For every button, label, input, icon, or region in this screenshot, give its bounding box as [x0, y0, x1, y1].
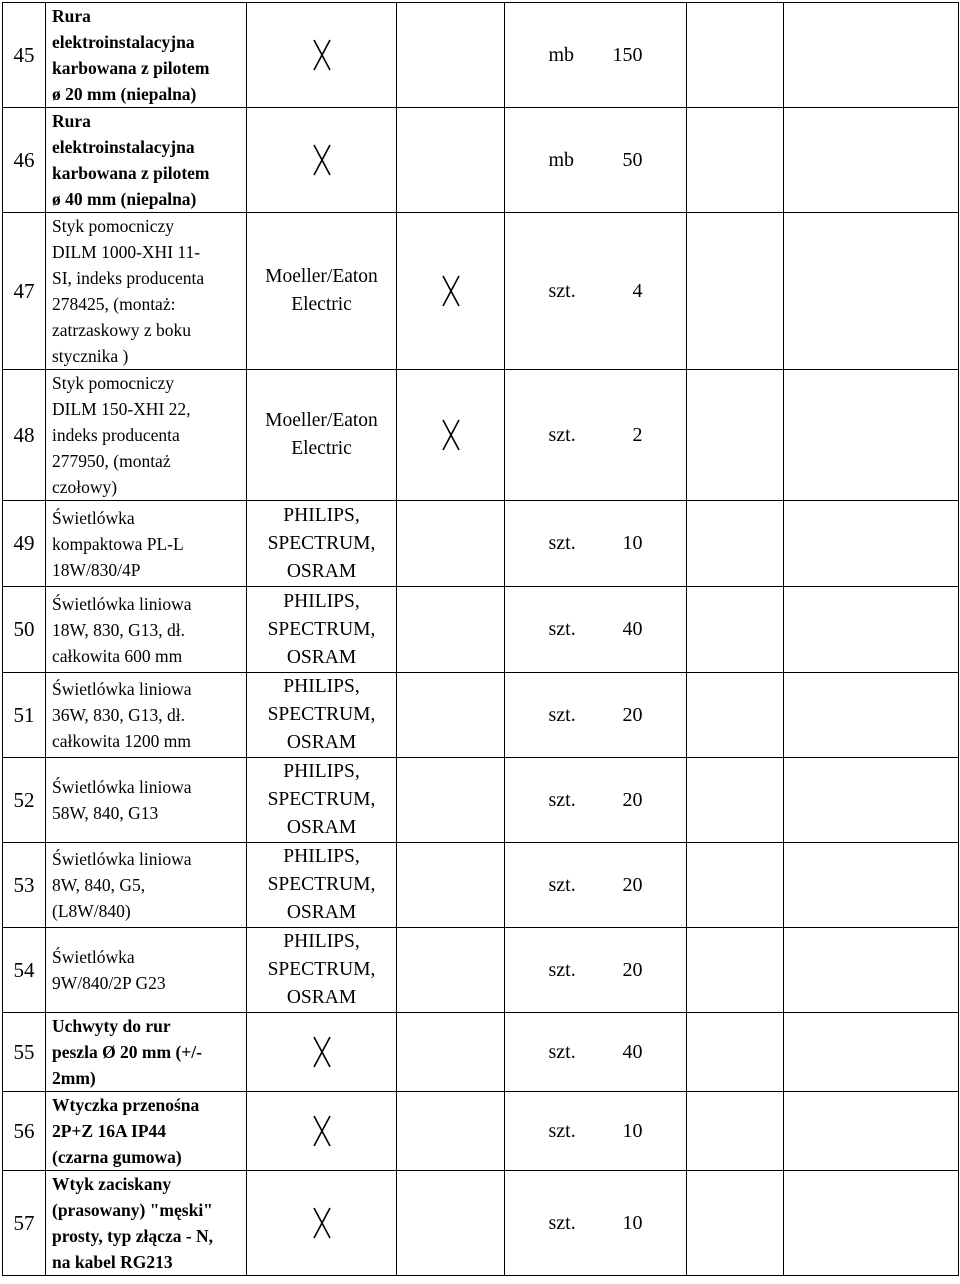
manufacturer-line: PHILIPS, [283, 590, 360, 612]
unit: szt. [548, 958, 576, 981]
manufacturer-cell [247, 501, 397, 587]
description-line: kompaktowa PL-L [52, 533, 184, 554]
item-description [46, 108, 247, 213]
table-row [3, 213, 959, 370]
table-row [3, 587, 959, 673]
unit: szt. [548, 532, 576, 554]
description-line: czołowy) [52, 477, 118, 497]
unit-quantity-cell [505, 213, 687, 370]
row-number: 53 [3, 843, 46, 928]
total-value-cell [784, 758, 959, 843]
description-line: 9W/840/2P G23 [52, 973, 166, 993]
manufacturer-line: Moeller/Eaton [265, 410, 378, 431]
unit-price-cell [687, 587, 784, 673]
manufacturer-line: OSRAM [286, 560, 357, 582]
description-line: 18W/830/4P [52, 559, 141, 580]
description-line: 18W, 830, G13, dł. [52, 619, 186, 640]
offered-product-cell [397, 213, 505, 370]
manufacturer-cell [247, 370, 397, 501]
unit: szt. [548, 1040, 576, 1063]
description-line: Świetlówka liniowa [52, 849, 192, 869]
description-line: Rura [52, 6, 91, 26]
total-value-cell [784, 501, 959, 587]
manufacturer-cell [247, 758, 397, 843]
offered-product-cell [397, 928, 505, 1013]
description-line: karbowana z pilotem [52, 58, 210, 78]
description-line: 2mm) [52, 1068, 96, 1088]
description-line: (prasowany) "męski" [52, 1200, 213, 1220]
manufacturer-line: PHILIPS, [283, 846, 360, 867]
quantity: 150 [612, 43, 643, 66]
unit-price-cell [687, 108, 784, 213]
unit: szt. [548, 279, 576, 302]
item-description [46, 213, 247, 370]
unit-quantity-cell [505, 928, 687, 1013]
unit-price-cell [687, 1092, 784, 1171]
item-description [46, 1171, 247, 1276]
total-value-cell [784, 1171, 959, 1276]
unit-quantity-cell [505, 587, 687, 673]
manufacturer-line: OSRAM [286, 646, 357, 668]
manufacturer-cell [247, 1092, 397, 1171]
description-line: ø 40 mm (niepalna) [52, 189, 197, 209]
x-mark-icon [312, 143, 332, 177]
description-line: Styk pomocniczy [52, 216, 174, 236]
manufacturer-line: SPECTRUM, [267, 789, 376, 810]
item-description [46, 370, 247, 501]
unit-quantity-cell [505, 108, 687, 213]
unit-quantity-cell [505, 1013, 687, 1092]
unit-price-cell [687, 3, 784, 108]
description-line: peszla Ø 20 mm (+/- [52, 1042, 202, 1062]
row-number: 55 [3, 1013, 46, 1092]
unit: szt. [548, 1119, 576, 1142]
manufacturer-line: SPECTRUM, [267, 704, 376, 725]
description-line: 8W, 840, G5, [52, 875, 146, 895]
unit: szt. [548, 703, 576, 726]
description-line: Świetlówka [52, 947, 135, 967]
row-number: 49 [3, 501, 46, 587]
description-line: prosty, typ złącza - N, [52, 1226, 214, 1246]
quantity: 2 [632, 423, 643, 446]
total-value-cell [784, 213, 959, 370]
unit-quantity-cell [505, 370, 687, 501]
item-description [46, 673, 247, 758]
unit: szt. [548, 873, 576, 896]
manufacturer-line: PHILIPS, [283, 931, 360, 952]
item-description [46, 501, 247, 587]
description-line: 277950, (montaż [52, 451, 171, 471]
description-line: 2P+Z 16A IP44 [52, 1121, 167, 1141]
table-row [3, 673, 959, 758]
total-value-cell [784, 928, 959, 1013]
description-line: (L8W/840) [52, 901, 131, 921]
row-number: 57 [3, 1171, 46, 1276]
unit: szt. [548, 1211, 576, 1234]
description-line: (czarna gumowa) [52, 1147, 182, 1167]
table-row [3, 758, 959, 843]
quantity: 10 [622, 1211, 643, 1234]
description-line: Styk pomocniczy [52, 373, 174, 393]
total-value-cell [784, 587, 959, 673]
quantity: 50 [622, 148, 643, 171]
unit-price-cell [687, 1171, 784, 1276]
offered-product-cell [397, 673, 505, 758]
description-line: DILM 150-XHI 22, [52, 399, 191, 419]
item-description [46, 3, 247, 108]
description-line: 278425, (montaż: [52, 294, 176, 314]
description-line: ø 20 mm (niepalna) [52, 84, 197, 104]
unit-quantity-cell [505, 843, 687, 928]
description-line: DILM 1000-XHI 11- [52, 242, 201, 262]
total-value-cell [784, 843, 959, 928]
offered-product-cell [397, 108, 505, 213]
table-row [3, 843, 959, 928]
description-line: Świetlówka [52, 507, 135, 528]
offered-product-cell [397, 758, 505, 843]
x-mark-icon [312, 1035, 332, 1069]
total-value-cell [784, 370, 959, 501]
row-number: 46 [3, 108, 46, 213]
description-line: elektroinstalacyjna [52, 32, 195, 52]
table-row [3, 370, 959, 501]
row-number: 45 [3, 3, 46, 108]
quantity: 20 [622, 703, 643, 726]
manufacturer-cell [247, 673, 397, 758]
offered-product-cell [397, 587, 505, 673]
table-row [3, 3, 959, 108]
quantity: 10 [622, 532, 643, 554]
row-number: 50 [3, 587, 46, 673]
row-number: 47 [3, 213, 46, 370]
offered-product-cell [397, 3, 505, 108]
description-line: Rura [52, 111, 91, 131]
item-description [46, 758, 247, 843]
description-line: elektroinstalacyjna [52, 137, 195, 157]
description-line: 36W, 830, G13, dł. [52, 705, 186, 725]
unit-price-cell [687, 758, 784, 843]
unit: szt. [548, 423, 576, 446]
manufacturer-cell [247, 213, 397, 370]
description-line: całkowita 600 mm [52, 645, 183, 666]
row-number: 54 [3, 928, 46, 1013]
manufacturer-cell [247, 3, 397, 108]
offered-product-cell [397, 501, 505, 587]
manufacturer-line: Electric [291, 294, 352, 315]
unit-quantity-cell [505, 501, 687, 587]
item-description [46, 1013, 247, 1092]
description-line: indeks producenta [52, 425, 180, 445]
unit-quantity-cell [505, 1092, 687, 1171]
table-row [3, 1171, 959, 1276]
x-mark-icon [312, 1114, 332, 1148]
row-number: 52 [3, 758, 46, 843]
manufacturer-line: OSRAM [286, 902, 357, 923]
row-number: 48 [3, 370, 46, 501]
row-number: 51 [3, 673, 46, 758]
offered-product-cell [397, 843, 505, 928]
unit-price-cell [687, 501, 784, 587]
quantity: 40 [622, 618, 643, 640]
description-line: Świetlówka liniowa [52, 679, 192, 699]
description-line: Wtyczka przenośna [52, 1095, 200, 1115]
total-value-cell [784, 1013, 959, 1092]
manufacturer-line: OSRAM [286, 732, 357, 753]
quantity: 10 [622, 1119, 643, 1142]
quantity: 20 [622, 873, 643, 896]
quantity: 4 [632, 279, 643, 302]
table-row [3, 1092, 959, 1171]
offered-product-cell [397, 1171, 505, 1276]
manufacturer-line: Electric [291, 438, 352, 459]
quantity: 20 [622, 958, 643, 981]
table-row [3, 108, 959, 213]
unit-price-cell [687, 673, 784, 758]
unit: mb [548, 43, 575, 66]
x-mark-icon [312, 38, 332, 72]
offered-product-cell [397, 1092, 505, 1171]
unit-quantity-cell [505, 3, 687, 108]
unit-quantity-cell [505, 758, 687, 843]
table-row [3, 1013, 959, 1092]
manufacturer-cell [247, 587, 397, 673]
table-body [3, 3, 959, 1276]
manufacturer-cell [247, 843, 397, 928]
row-number: 56 [3, 1092, 46, 1171]
unit-price-cell [687, 1013, 784, 1092]
description-line: na kabel RG213 [52, 1252, 173, 1272]
manufacturer-cell [247, 928, 397, 1013]
item-description [46, 928, 247, 1013]
item-description [46, 843, 247, 928]
x-mark-icon [312, 1206, 332, 1240]
table-row [3, 501, 959, 587]
manufacturer-line: PHILIPS, [283, 676, 360, 697]
manufacturer-cell [247, 1171, 397, 1276]
manufacturer-line: SPECTRUM, [267, 874, 376, 895]
unit-price-cell [687, 928, 784, 1013]
x-mark-icon [441, 418, 461, 452]
description-line: Wtyk zaciskany [52, 1174, 172, 1194]
total-value-cell [784, 108, 959, 213]
unit: szt. [548, 788, 576, 811]
table-row [3, 928, 959, 1013]
description-line: Świetlówka liniowa [52, 777, 192, 797]
quantity: 40 [622, 1040, 643, 1063]
manufacturer-line: PHILIPS, [283, 761, 360, 782]
manufacturer-line: SPECTRUM, [267, 618, 376, 640]
description-line: całkowita 1200 mm [52, 731, 192, 751]
manufacturer-line: Moeller/Eaton [265, 266, 378, 287]
description-line: Świetlówka liniowa [52, 593, 192, 614]
description-line: Uchwyty do rur [52, 1016, 171, 1036]
manufacturer-cell [247, 1013, 397, 1092]
offered-product-cell [397, 1013, 505, 1092]
manufacturer-line: PHILIPS, [283, 504, 360, 526]
description-line: karbowana z pilotem [52, 163, 210, 183]
manufacturer-line: OSRAM [286, 817, 357, 838]
description-line: 58W, 840, G13 [52, 803, 159, 823]
manufacturer-cell [247, 108, 397, 213]
total-value-cell [784, 1092, 959, 1171]
unit-price-cell [687, 843, 784, 928]
items-table [2, 2, 959, 1276]
item-description [46, 587, 247, 673]
unit-price-cell [687, 370, 784, 501]
quantity: 20 [622, 788, 643, 811]
x-mark-icon [441, 274, 461, 308]
unit: mb [548, 148, 575, 171]
offered-product-cell [397, 370, 505, 501]
unit: szt. [548, 618, 576, 640]
manufacturer-line: OSRAM [286, 987, 357, 1008]
unit-price-cell [687, 213, 784, 370]
manufacturer-line: SPECTRUM, [267, 959, 376, 980]
unit-quantity-cell [505, 673, 687, 758]
manufacturer-line: SPECTRUM, [267, 532, 376, 554]
description-line: stycznika ) [52, 346, 129, 366]
item-description [46, 1092, 247, 1171]
total-value-cell [784, 673, 959, 758]
description-line: SI, indeks producenta [52, 268, 205, 288]
description-line: zatrzaskowy z boku [52, 320, 191, 340]
unit-quantity-cell [505, 1171, 687, 1276]
total-value-cell [784, 3, 959, 108]
